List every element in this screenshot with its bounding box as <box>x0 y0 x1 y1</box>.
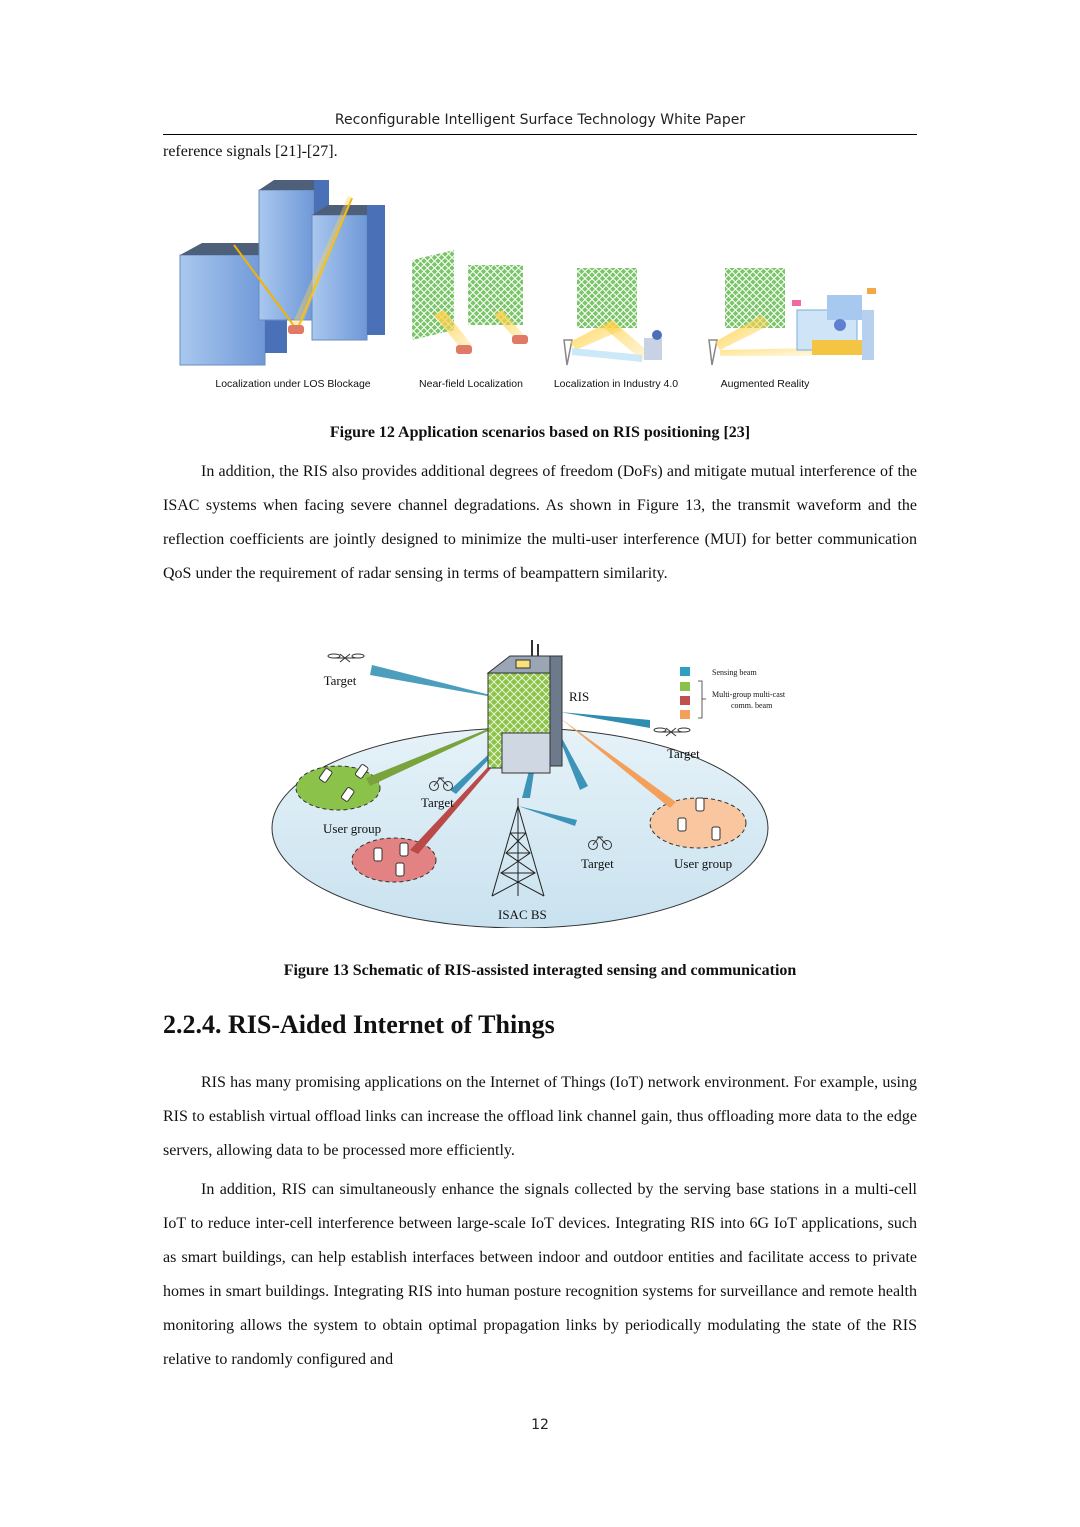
paragraph-2-text: RIS has many promising applications on the Internet of Things (IoT) network environment. For example, using RIS to establish virtual offload links can increase the offload link channel gain, thus offloading more data to the edge servers, allowing data to be processed more efficiently. <box>163 1074 917 1159</box>
figure-13 <box>270 638 810 928</box>
paragraph-1-text: In addition, the RIS also provides additional degrees of freedom (DoFs) and mitigate mutual interference of the ISAC systems when facing severe channel degradations. As shown in Figure 13, the transmit waveform and the reflection coefficients are jointly designed to minimize the multi-user interference (MUI) for better communication QoS under the requirement of radar sensing in terms of beampattern similarity. <box>163 463 917 582</box>
panel-label: Localization in Industry 4.0 <box>553 378 679 390</box>
label-user-group: User group <box>323 821 382 836</box>
legend-comm-label: comm. beam <box>731 701 773 710</box>
los-blockage-illustration <box>180 180 385 365</box>
legend-swatch-comm-green <box>680 682 690 691</box>
figure-12 <box>172 170 892 395</box>
panel-label: Augmented Reality <box>720 378 810 390</box>
page-number: 12 <box>531 1417 549 1433</box>
paragraph-3 <box>163 1173 917 1377</box>
section-heading: 2.2.4. RIS-Aided Internet of Things <box>163 1010 555 1039</box>
label-target: Target <box>581 856 614 871</box>
near-field-illustration <box>412 250 528 354</box>
running-header: Reconfigurable Intelligent Surface Technology White Paper <box>334 112 746 128</box>
intro-line: reference signals [21]-[27]. <box>163 143 338 160</box>
panel-label: Near-field Localization <box>419 378 523 390</box>
sensing-beam <box>560 712 650 728</box>
label-isac-bs: ISAC BS <box>498 907 547 922</box>
figure-13-caption: Figure 13 Schematic of RIS-assisted interagted sensing and communication <box>283 962 797 979</box>
figure-12-caption: Figure 12 Application scenarios based on RIS positioning [23] <box>329 424 751 441</box>
paragraph-1 <box>163 455 917 591</box>
legend <box>680 667 786 719</box>
legend-swatch-sensing <box>680 667 690 676</box>
industry-illustration <box>564 268 662 365</box>
legend-sensing-label: Sensing beam <box>712 668 757 677</box>
augmented-reality-illustration <box>709 268 876 365</box>
user-group-green <box>296 766 380 810</box>
ris-building <box>488 640 562 773</box>
header-rule <box>163 134 917 135</box>
legend-swatch-comm-orange <box>680 710 690 719</box>
label-target: Target <box>421 795 454 810</box>
legend-comm-label: Multi-group multi-cast <box>712 690 786 699</box>
legend-swatch-comm-red <box>680 696 690 705</box>
label-target: Target <box>667 746 700 761</box>
paragraph-2 <box>163 1066 917 1168</box>
drone-icon <box>328 654 364 662</box>
panel-label: Localization under LOS Blockage <box>215 378 371 390</box>
drone-icon <box>654 728 690 736</box>
label-ris: RIS <box>569 689 590 704</box>
label-target: Target <box>323 673 357 688</box>
label-user-group: User group <box>674 856 733 871</box>
paragraph-3-text: In addition, RIS can simultaneously enhance the signals collected by the serving base stations in a multi-cell IoT to reduce inter-cell interference between large-scale IoT devices. Integrating RIS into 6G IoT applications, such as smart buildings, can help establish interfaces between indoor and outdoor entities and facilitate access to private homes in smart buildings. Integrating RIS into human posture recognition systems for surveillance and remote health monitoring allows the system to obtain optimal propagation links by periodically modulating the state of the RIS relative to randomly configured and <box>163 1181 917 1368</box>
